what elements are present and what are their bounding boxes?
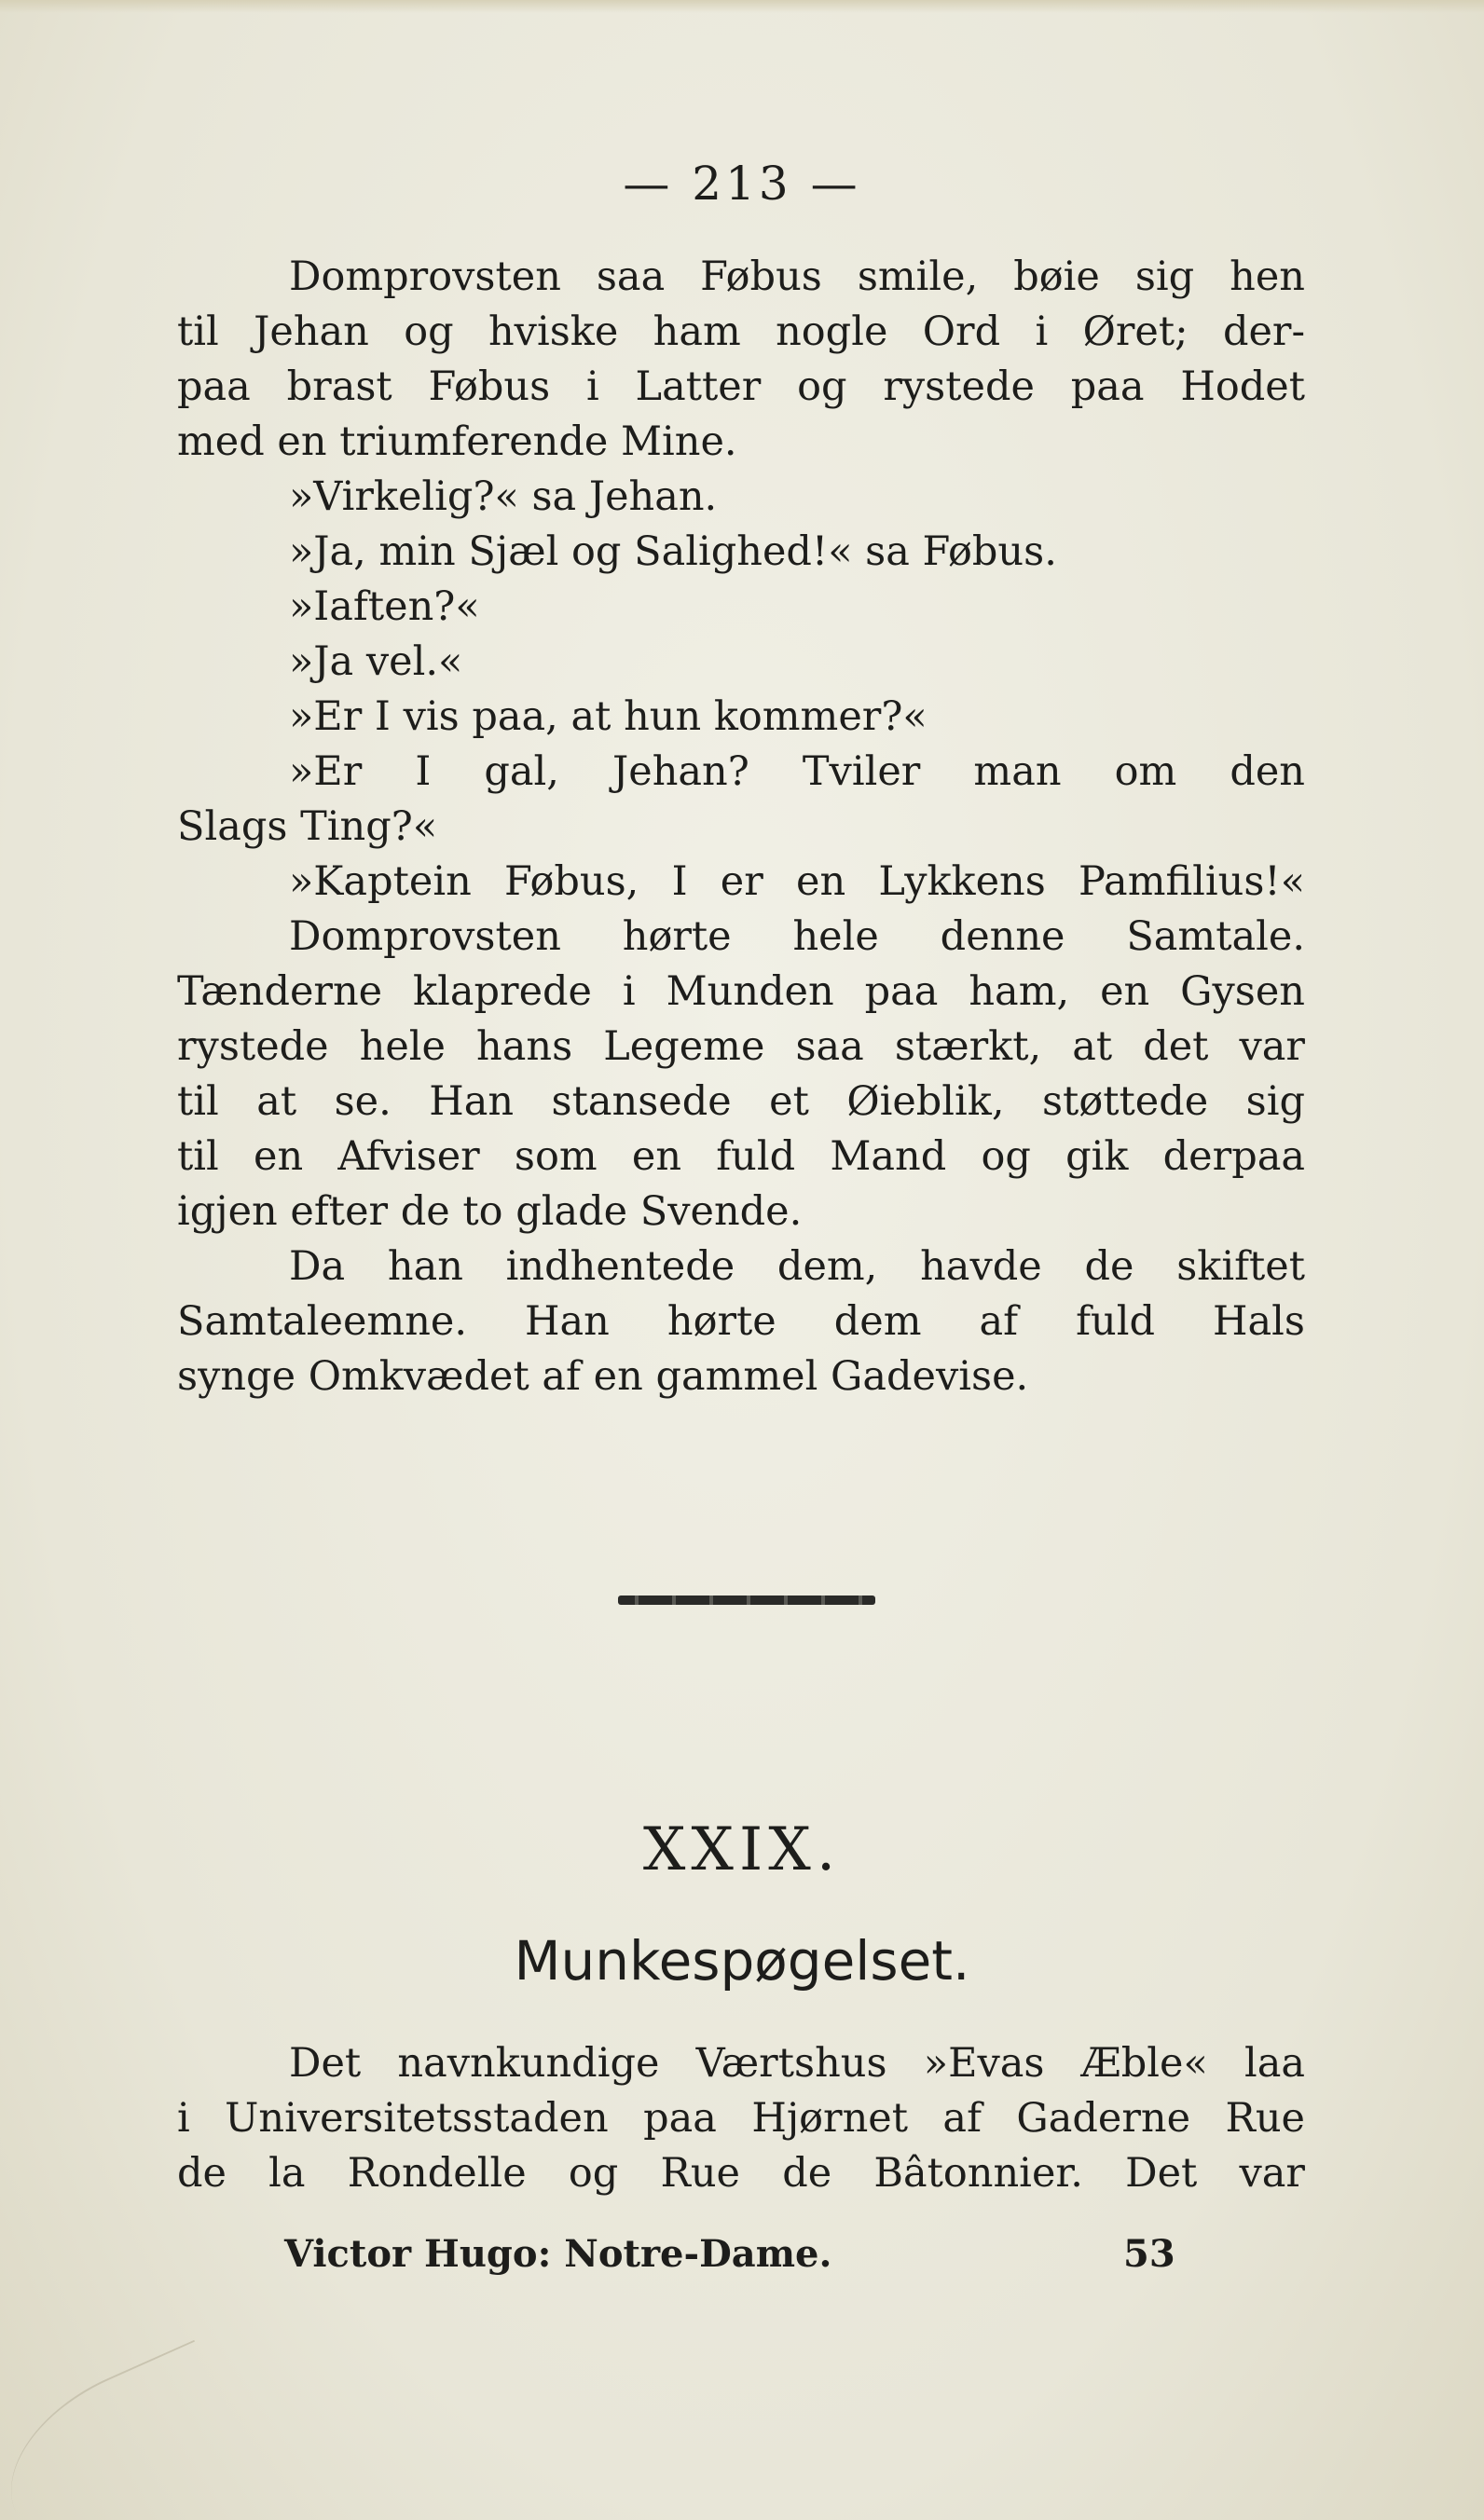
chapter-opening-block bbox=[177, 2036, 1305, 2201]
page-top-edge bbox=[0, 0, 1484, 13]
chapter-title: Munkespøgelset. bbox=[514, 1929, 970, 1993]
text-line: »Er I vis paa, at hun kommer?« bbox=[289, 693, 928, 740]
text-line: Domprovsten saa Føbus smile, bøie sig hen bbox=[289, 253, 1305, 300]
text-line: rystede hele hans Legeme saa stærkt, at det var bbox=[177, 1023, 1305, 1070]
text-line: Da han indhentede dem, havde de skiftet bbox=[289, 1243, 1305, 1290]
text-line: Tænderne klaprede i Munden paa ham, en Gysen bbox=[177, 968, 1305, 1015]
text-line: »Ja vel.« bbox=[289, 638, 463, 685]
text-line: til Jehan og hviske ham nogle Ord i Øret; der- bbox=[177, 308, 1305, 355]
section-divider-ornament bbox=[618, 1596, 875, 1605]
text-line: i Universitetsstaden paa Hjørnet af Gaderne Rue bbox=[177, 2095, 1305, 2142]
text-line: Slags Ting?« bbox=[177, 803, 438, 850]
text-line: til at se. Han stansede et Øieblik, støttede sig bbox=[177, 1078, 1305, 1125]
text-line: igjen efter de to glade Svende. bbox=[177, 1188, 803, 1235]
text-line: »Virkelig?« sa Jehan. bbox=[289, 473, 718, 520]
text-line: med en triumferende Mine. bbox=[177, 418, 737, 465]
footer-signature: Victor Hugo: Notre-Dame. bbox=[284, 2232, 832, 2276]
footer-sheet-number: 53 bbox=[1123, 2232, 1175, 2276]
text-line: »Ja, min Sjæl og Salighed!« sa Føbus. bbox=[289, 528, 1057, 575]
text-line: Samtaleemne. Han hørte dem af fuld Hals bbox=[177, 1298, 1305, 1345]
text-line: paa brast Føbus i Latter og rystede paa Hodet bbox=[177, 363, 1305, 410]
text-line: synge Omkvædet af en gammel Gadevise. bbox=[177, 1353, 1029, 1400]
text-line: Domprovsten hørte hele denne Samtale. bbox=[289, 913, 1305, 960]
paragraph-block bbox=[177, 250, 1305, 1404]
page-number: — 213 — bbox=[623, 157, 861, 211]
text-line: »Kaptein Føbus, I er en Lykkens Pamfilius!« bbox=[289, 858, 1305, 905]
chapter-number: XXIX. bbox=[642, 1815, 842, 1884]
text-line: Det navnkundige Værtshus »Evas Æble« laa bbox=[289, 2040, 1305, 2087]
text-line: »Er I gal, Jehan? Tviler man om den bbox=[289, 748, 1305, 795]
pencil-mark bbox=[0, 2340, 252, 2520]
text-line: »Iaften?« bbox=[289, 583, 480, 630]
text-line: de la Rondelle og Rue de Bâtonnier. Det var bbox=[177, 2150, 1305, 2197]
text-line: til en Afviser som en fuld Mand og gik derpaa bbox=[177, 1133, 1305, 1180]
